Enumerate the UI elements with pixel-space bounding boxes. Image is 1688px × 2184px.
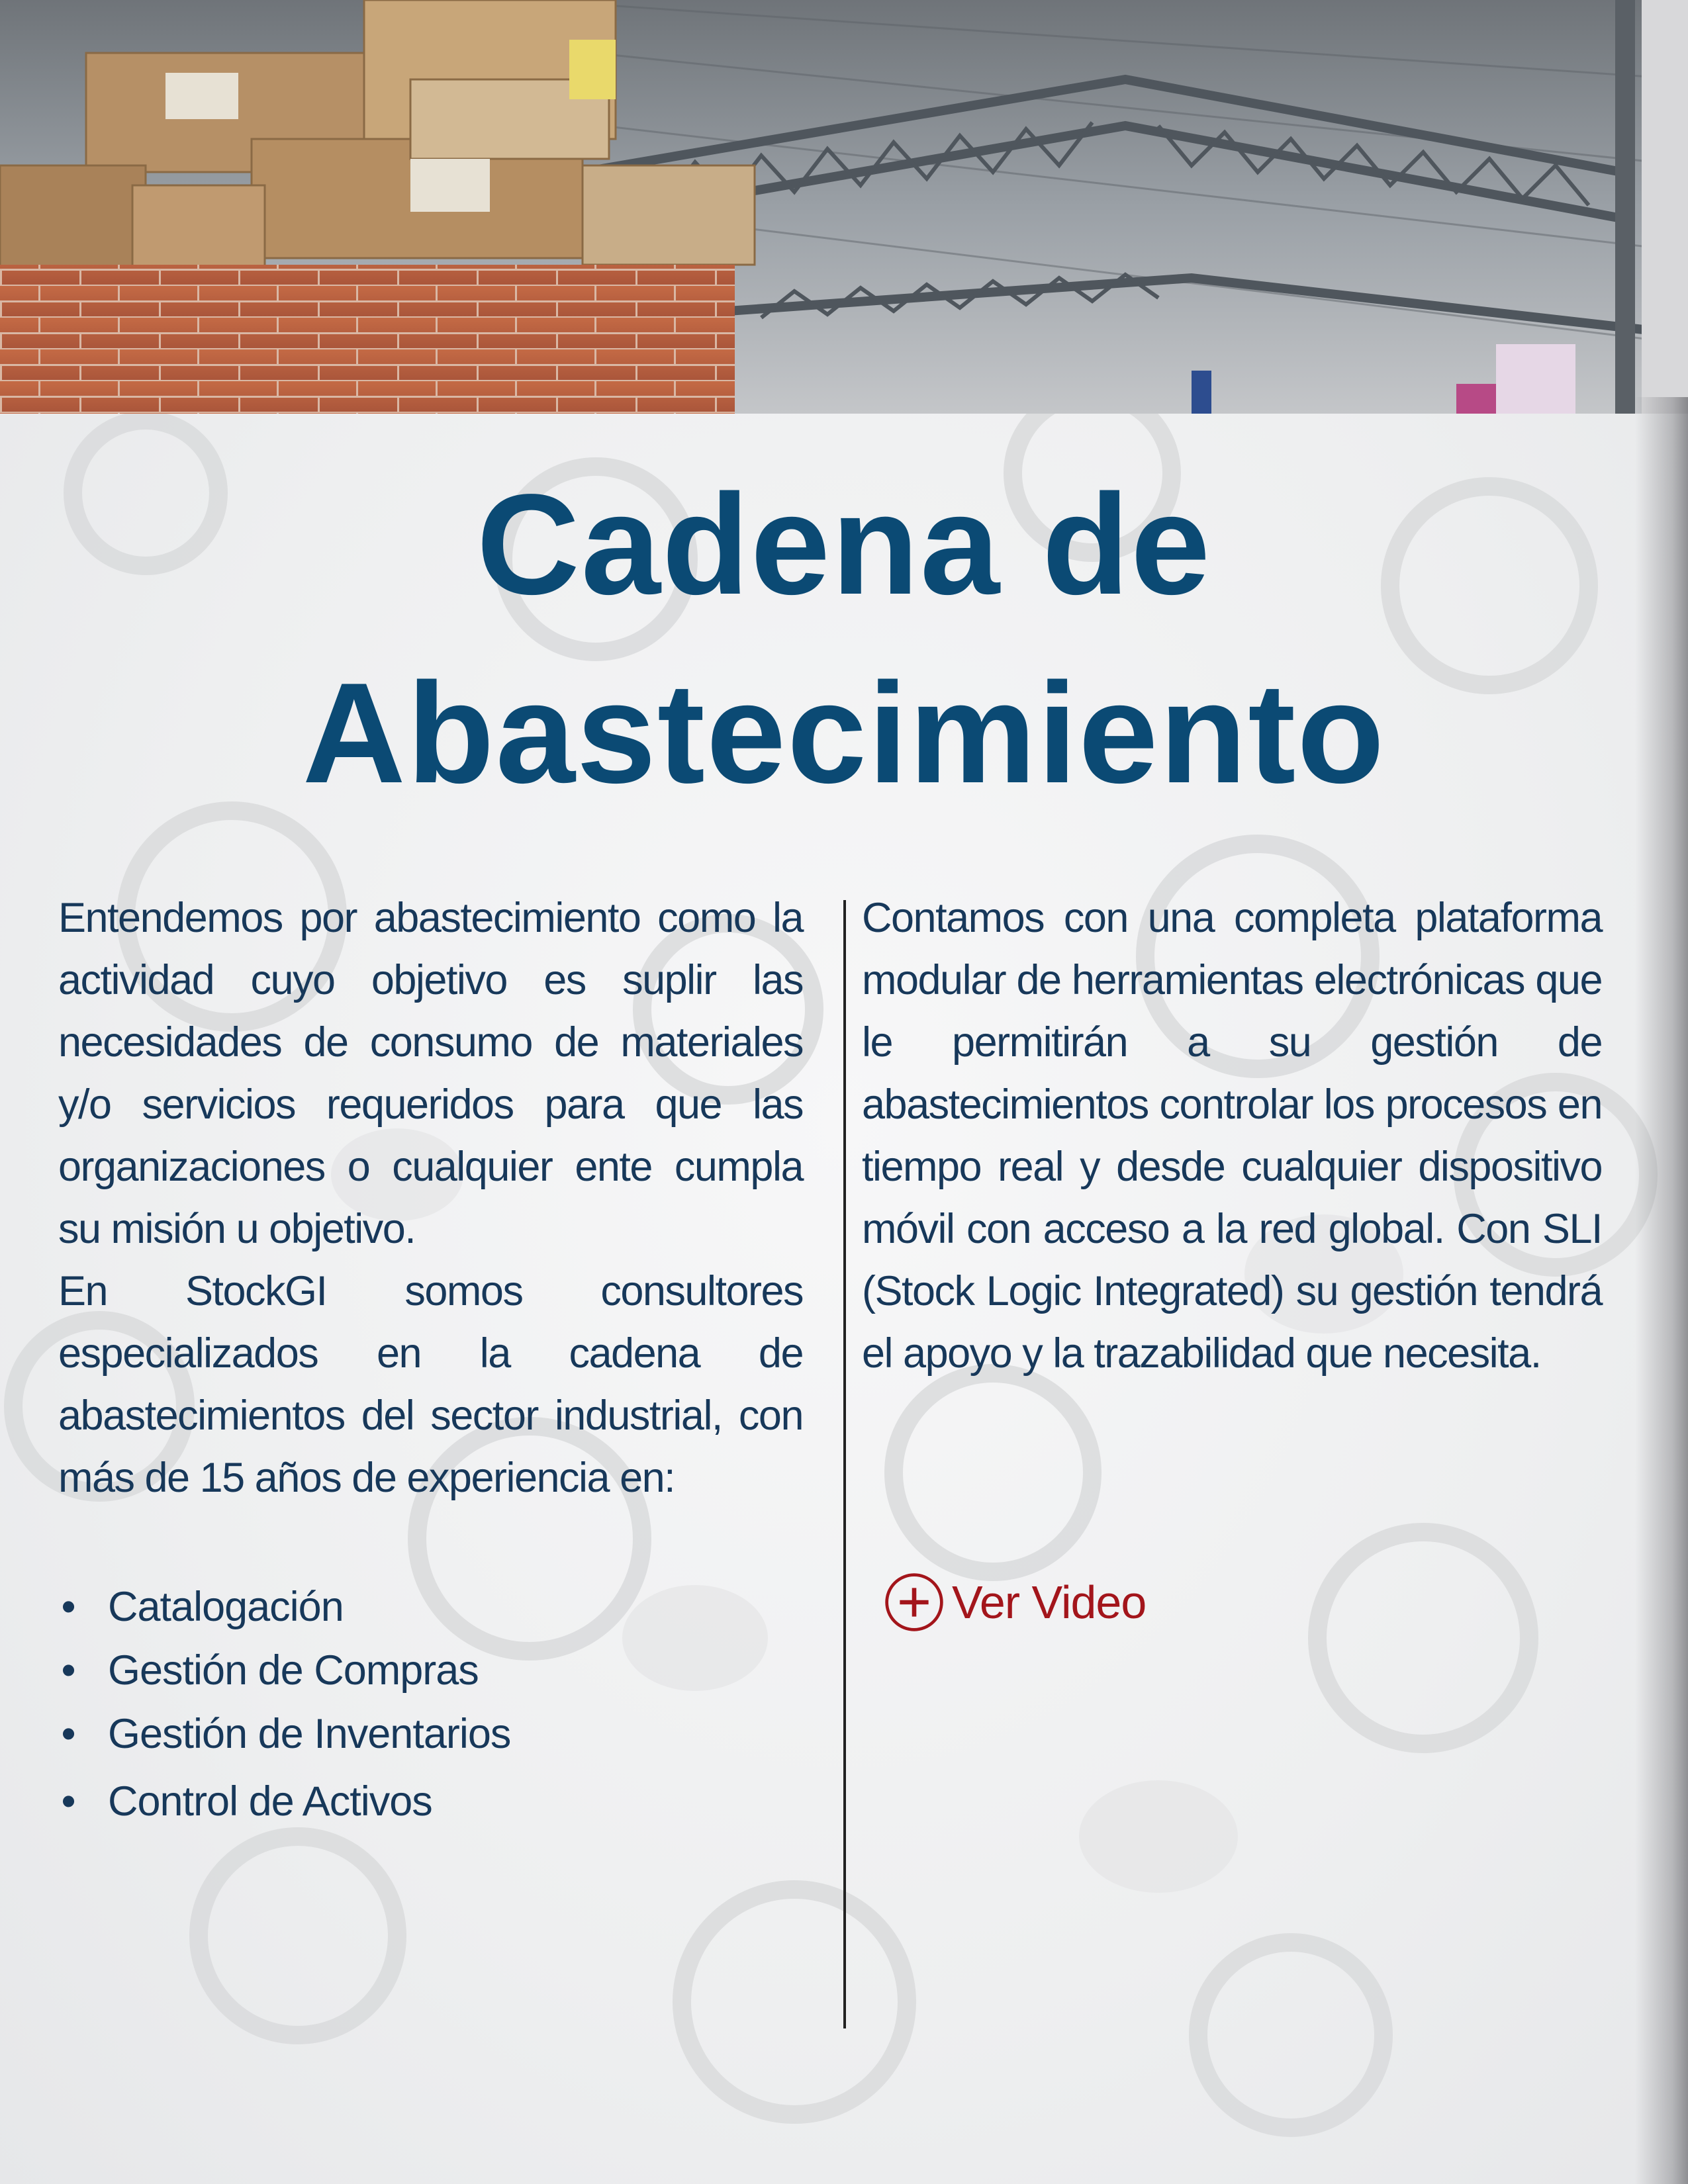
list-item-label: Catalogación [108, 1584, 344, 1630]
list-item-label: Gestión de Compras [108, 1647, 479, 1694]
bullet-icon: • [61, 1778, 75, 1825]
warehouse-illustration [0, 0, 1688, 414]
platform-paragraph: Contamos con una completa plataforma modular de herramientas electrónicas que le permitirán a su gestión de abastecimientos controlar los procesos en tiempo real y desde cualquier dispositivo móvil con acceso a la red global. Con SLI (Stock Logic Integrated) su gestión tendrá el apoyo y la trazabilidad que necesita. [862, 895, 1602, 1377]
list-item-label: Gestión de Inventarios [108, 1711, 511, 1757]
bullet-icon: • [61, 1584, 75, 1630]
title-line-2: Abastecimiento [302, 653, 1386, 813]
company-paragraph: En StockGI somos consultores especializados en la cadena de abastecimientos del sector industrial, con más de 15 años de experiencia en: [58, 1268, 803, 1501]
bullet-icon: • [61, 1711, 75, 1757]
intro-paragraph: Entendemos por abastecimiento como la actividad cuyo objetivo es suplir las necesidades de consumo de materiales y/o servicios requeridos para que las organizaciones o cualquier ente cumpla su misión u objetivo. [58, 895, 803, 1252]
page-title [0, 450, 1688, 827]
ver-video-link[interactable] [883, 1571, 1146, 1633]
title-line-1: Cadena de [476, 464, 1212, 624]
plus-circle-icon[interactable] [883, 1571, 945, 1633]
list-item [58, 1770, 510, 1833]
column-divider [843, 900, 846, 2028]
ver-video-label[interactable]: Ver Video [952, 1576, 1147, 1628]
right-column [862, 887, 1602, 1385]
header-warehouse-photo [0, 0, 1688, 414]
left-column [58, 887, 803, 1509]
list-item [58, 1575, 510, 1639]
box-label [569, 40, 616, 99]
list-item-label: Control de Activos [108, 1778, 432, 1825]
list-item [58, 1639, 510, 1702]
bullet-icon: • [61, 1647, 75, 1694]
services-list [58, 1575, 510, 1833]
brick-wall [0, 265, 735, 414]
list-item [58, 1702, 510, 1766]
